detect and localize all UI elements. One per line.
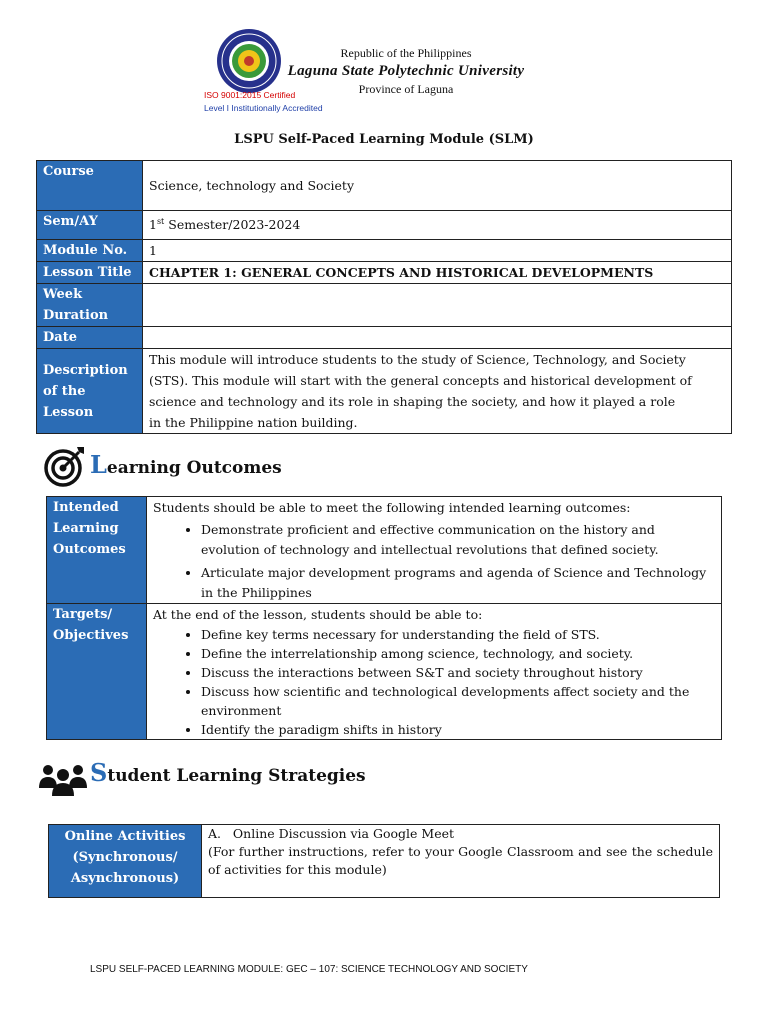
province-text: Province of Laguna — [358, 82, 454, 96]
module-title: LSPU Self-Paced Learning Module (SLM) — [234, 132, 534, 147]
learning-outcomes-table — [46, 496, 722, 740]
date-value — [143, 327, 732, 349]
list-item: • Articulate major development programs and agenda of Science and Technology in the Philippines — [201, 563, 715, 603]
list-item: • Identify the paradigm shifts in history — [201, 720, 715, 739]
week-duration-label: Week Duration — [37, 284, 143, 327]
targets-objectives-content: At the end of the lesson, students should be able to: • Define key terms necessary for understanding the field of STS. • Define the interrelationship among science, technology, and society. • Discuss the interactions between S&T and society throughout history • Discuss how scientific and technological developments affect society and the environment • Identify the paradigm shifts in history — [147, 604, 722, 740]
online-activities-label: Online Activities (Synchronous/ Asynchronous) — [49, 825, 202, 898]
table-row — [37, 327, 732, 349]
online-activities-content: A. Online Discussion via Google Meet (For further instructions, refer to your Google Classroom and see the schedule of activities for this module) — [202, 825, 720, 898]
list-item: • Discuss the interactions between S&T and society throughout history — [201, 663, 715, 682]
table-row — [37, 161, 732, 211]
week-duration-value — [143, 284, 732, 327]
strategies-heading: Student Learning Strategies — [90, 758, 366, 787]
course-info-table — [36, 160, 732, 434]
university-name: Laguna State Polytechnic University — [287, 63, 525, 79]
accreditation-text: Level I Institutionally Accredited — [204, 103, 323, 113]
intended-outcomes-label: Intended Learning Outcomes — [47, 497, 147, 604]
targets-objectives-label: Targets/ Objectives — [47, 604, 147, 740]
table-row — [37, 211, 732, 240]
table-row — [49, 825, 720, 898]
list-item: • Demonstrate proficient and effective communication on the history and evolution of technology and intellectual revolutions that defined society. — [201, 520, 715, 560]
iso-certification: ISO 9001:2015 Certified — [204, 90, 296, 100]
table-row — [37, 262, 732, 284]
semay-value: 1st Semester/2023-2024 — [143, 211, 732, 240]
target-icon — [44, 445, 86, 487]
table-row — [37, 240, 732, 262]
module-value: 1 — [143, 240, 732, 262]
table-row — [37, 284, 732, 327]
table-row — [37, 349, 732, 434]
table-row — [47, 604, 722, 740]
people-group-icon — [38, 760, 88, 796]
strategies-table — [48, 824, 720, 898]
semay-label: Sem/AY — [37, 211, 143, 240]
page-footer: LSPU SELF-PACED LEARNING MODULE: GEC – 107: SCIENCE TECHNOLOGY AND SOCIETY — [90, 964, 528, 975]
lesson-title-value: CHAPTER 1: GENERAL CONCEPTS AND HISTORICAL DEVELOPMENTS — [143, 262, 732, 284]
list-item: • Define key terms necessary for understanding the field of STS. — [201, 625, 715, 644]
module-label: Module No. — [37, 240, 143, 262]
lesson-title-label: Lesson Title — [37, 262, 143, 284]
description-label: Description of the Lesson — [37, 349, 143, 434]
learning-outcomes-heading: Learning Outcomes — [90, 450, 282, 479]
list-item: • Define the interrelationship among science, technology, and society. — [201, 644, 715, 663]
republic-text: Republic of the Philippines — [340, 46, 472, 60]
description-value: This module will introduce students to the study of Science, Technology, and Society (STS). This module will start with the general concepts and historical development of science and technology and its role in shaping the society, and how it played a role in the Philippine nation building. — [143, 349, 732, 434]
table-row — [47, 497, 722, 604]
intended-outcomes-content: Students should be able to meet the following intended learning outcomes: • Demonstrate proficient and effective communication on the history and evolution of technology and intellectual revolutions that defined society. • Articulate major development programs and agenda of Science and Technology in the Philippines — [147, 497, 722, 604]
date-label: Date — [37, 327, 143, 349]
course-label: Course — [37, 161, 143, 211]
course-value: Science, technology and Society — [143, 161, 732, 211]
list-item: • Discuss how scientific and technological developments affect society and the environment — [201, 682, 715, 720]
